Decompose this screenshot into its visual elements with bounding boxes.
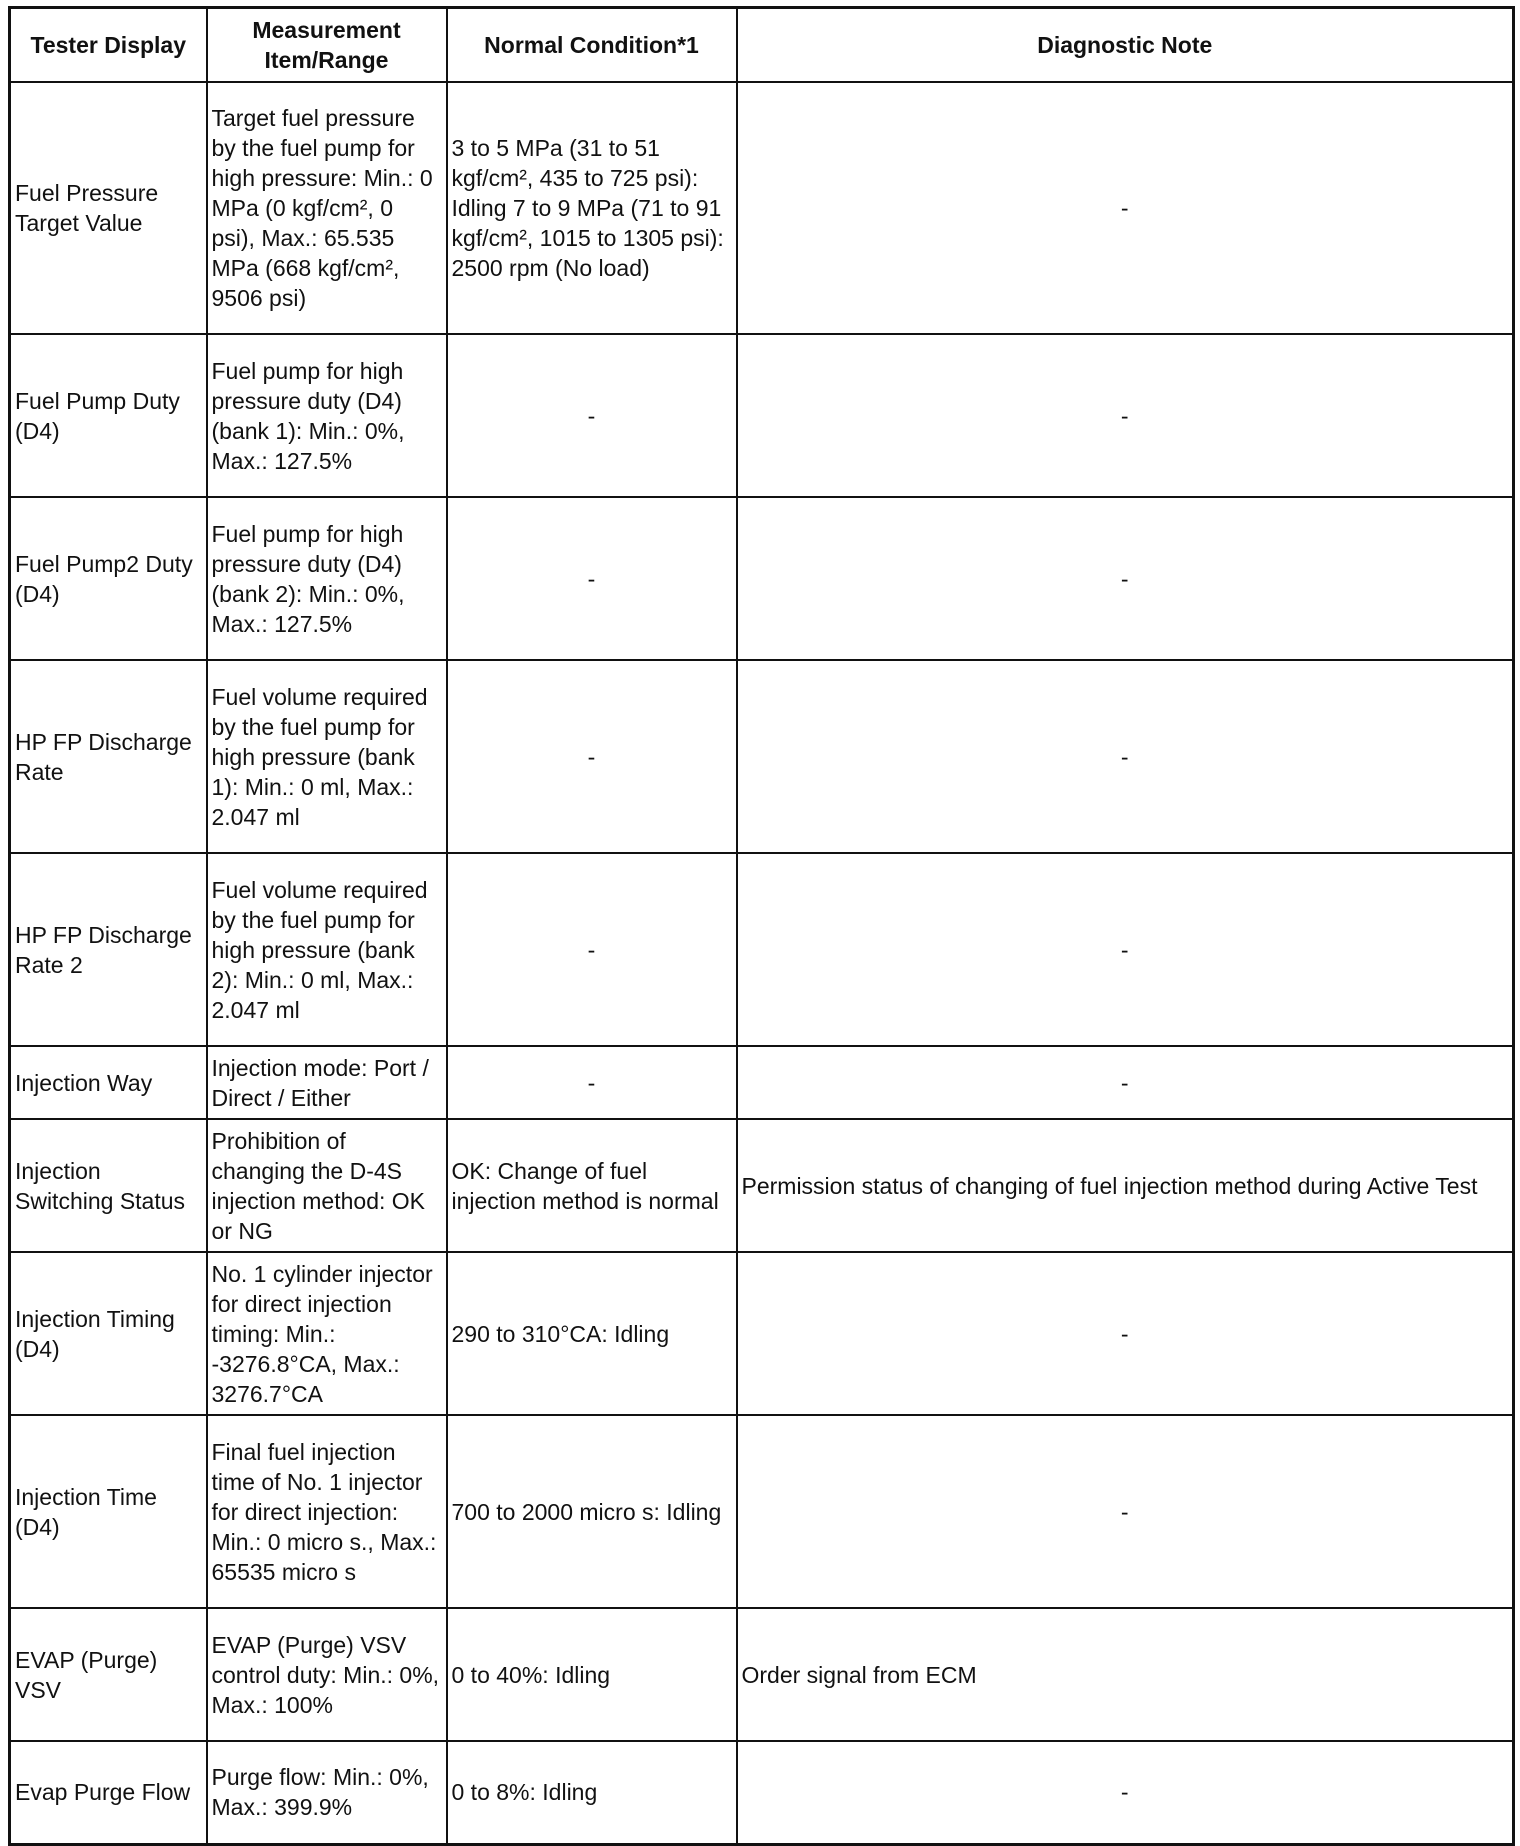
table-row (10, 497, 1514, 660)
normal-condition-cell: - (447, 1046, 737, 1119)
tester-display-cell: Injection Timing (D4) (10, 1252, 207, 1415)
normal-condition-cell: - (447, 497, 737, 660)
table-row (10, 334, 1514, 497)
normal-condition-cell: 3 to 5 MPa (31 to 51 kgf/cm², 435 to 725 psi): Idling 7 to 9 MPa (71 to 91 kgf/cm², 1015 to 1305 psi): 2500 rpm (No load) (447, 82, 737, 334)
tester-display-cell: HP FP Discharge Rate 2 (10, 853, 207, 1046)
tester-display-cell: Injection Switching Status (10, 1119, 207, 1252)
tester-display-cell: Fuel Pressure Target Value (10, 82, 207, 334)
diagnostic-note-cell: - (737, 497, 1514, 660)
measurement-cell: Purge flow: Min.: 0%, Max.: 399.9% (207, 1741, 447, 1844)
tester-display-cell: Injection Way (10, 1046, 207, 1119)
tester-display-cell: Evap Purge Flow (10, 1741, 207, 1844)
measurement-cell: No. 1 cylinder injector for direct injection timing: Min.: -3276.8°CA, Max.: 3276.7°CA (207, 1252, 447, 1415)
normal-condition-cell: - (447, 660, 737, 853)
tester-display-cell: EVAP (Purge) VSV (10, 1608, 207, 1741)
tester-display-cell: HP FP Discharge Rate (10, 660, 207, 853)
table-row (10, 1046, 1514, 1119)
measurement-cell: EVAP (Purge) VSV control duty: Min.: 0%, Max.: 100% (207, 1608, 447, 1741)
header-diagnostic-note: Diagnostic Note (737, 8, 1514, 83)
table-row (10, 853, 1514, 1046)
measurement-cell: Fuel pump for high pressure duty (D4) (bank 2): Min.: 0%, Max.: 127.5% (207, 497, 447, 660)
normal-condition-cell: - (447, 853, 737, 1046)
measurement-cell: Fuel pump for high pressure duty (D4) (bank 1): Min.: 0%, Max.: 127.5% (207, 334, 447, 497)
diagnostic-note-cell: - (737, 1046, 1514, 1119)
header-tester-display: Tester Display (10, 8, 207, 83)
diagnostic-note-cell: - (737, 660, 1514, 853)
table-row (10, 1252, 1514, 1415)
table-row (10, 660, 1514, 853)
diagnostic-note-cell: - (737, 1415, 1514, 1608)
data-list-table-container (8, 6, 1515, 1846)
header-row (10, 8, 1514, 83)
measurement-cell: Injection mode: Port / Direct / Either (207, 1046, 447, 1119)
measurement-cell: Fuel volume required by the fuel pump for high pressure (bank 2): Min.: 0 ml, Max.: 2.047 ml (207, 853, 447, 1046)
data-list-table (8, 6, 1515, 1846)
table-row (10, 82, 1514, 334)
diagnostic-note-cell: Permission status of changing of fuel injection method during Active Test (737, 1119, 1514, 1252)
table-row (10, 1741, 1514, 1844)
measurement-cell: Prohibition of changing the D-4S injection method: OK or NG (207, 1119, 447, 1252)
header-measurement: Measurement Item/Range (207, 8, 447, 83)
normal-condition-cell: - (447, 334, 737, 497)
diagnostic-note-cell: - (737, 82, 1514, 334)
normal-condition-cell: 0 to 40%: Idling (447, 1608, 737, 1741)
diagnostic-note-cell: - (737, 1252, 1514, 1415)
measurement-cell: Fuel volume required by the fuel pump for high pressure (bank 1): Min.: 0 ml, Max.: 2.047 ml (207, 660, 447, 853)
table-row (10, 1415, 1514, 1608)
measurement-cell: Final fuel injection time of No. 1 injector for direct injection: Min.: 0 micro s., Max.: 65535 micro s (207, 1415, 447, 1608)
table-row (10, 1119, 1514, 1252)
header-normal-condition: Normal Condition*1 (447, 8, 737, 83)
normal-condition-cell: OK: Change of fuel injection method is normal (447, 1119, 737, 1252)
measurement-cell: Target fuel pressure by the fuel pump for high pressure: Min.: 0 MPa (0 kgf/cm², 0 psi), Max.: 65.535 MPa (668 kgf/cm², 9506 psi) (207, 82, 447, 334)
tester-display-cell: Fuel Pump Duty (D4) (10, 334, 207, 497)
normal-condition-cell: 700 to 2000 micro s: Idling (447, 1415, 737, 1608)
tester-display-cell: Injection Time (D4) (10, 1415, 207, 1608)
table-row (10, 1608, 1514, 1741)
normal-condition-cell: 0 to 8%: Idling (447, 1741, 737, 1844)
tester-display-cell: Fuel Pump2 Duty (D4) (10, 497, 207, 660)
diagnostic-note-cell: - (737, 334, 1514, 497)
normal-condition-cell: 290 to 310°CA: Idling (447, 1252, 737, 1415)
diagnostic-note-cell: - (737, 853, 1514, 1046)
diagnostic-note-cell: - (737, 1741, 1514, 1844)
diagnostic-note-cell: Order signal from ECM (737, 1608, 1514, 1741)
